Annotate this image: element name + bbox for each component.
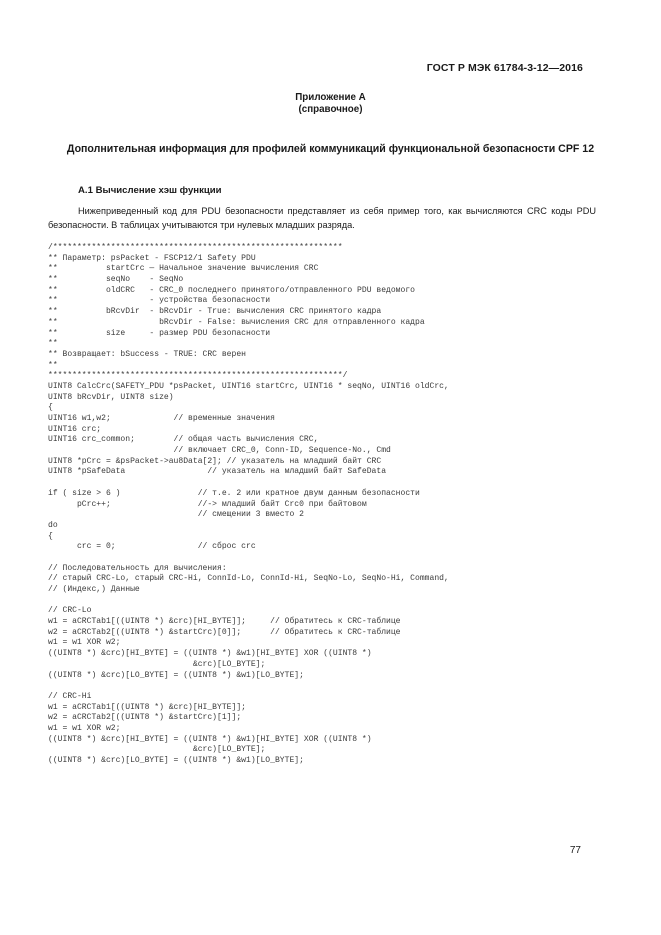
code-line — [48, 596, 449, 607]
annex-title: Приложение А — [295, 92, 366, 103]
page-number: 77 — [569, 845, 581, 856]
code-line: // смещении 3 вместо 2 — [48, 510, 304, 520]
code-line: // Последовательность для вычисления: — [48, 563, 227, 573]
code-line: ** oldCRC - CRC_0 последнего принятого/отправленного PDU ведомого — [48, 285, 415, 295]
code-line: ** bRcvDir - False: вычисления CRC для отправленного кадра — [48, 317, 425, 327]
code-line: w2 = aCRCTab2[((UINT8 *) &startCrc)[1]]; — [48, 713, 242, 723]
code-line: ** startCrc — Начальное значение вычисления CRC — [48, 264, 319, 274]
code-line: ** bRcvDir - bRcvDir - True: вычисления CRC принятого кадра — [48, 307, 382, 317]
code-line: ((UINT8 *) &crc)[LO_BYTE] = ((UINT8 *) &w1)[LO_BYTE]; — [48, 756, 304, 765]
code-line: ((UINT8 *) &crc)[LO_BYTE] = ((UINT8 *) &w1)[LO_BYTE]; — [48, 670, 304, 680]
code-line: pCrc++; //-> младший байт Crc0 при байтовом — [48, 499, 367, 509]
code-line: UINT8 *pSafeData // указатель на младший байт SafeData — [48, 467, 387, 477]
code-line: w1 = w1 XOR w2; — [48, 723, 121, 733]
code-line: // (Индекс,) Данные — [48, 585, 140, 594]
code-line: if ( size > 6 ) // т.е. 2 или кратное двум данным безопасности — [48, 488, 420, 498]
code-line: UINT16 w1,w2; // временные значения — [48, 414, 275, 423]
code-line: // CRC-Hi — [48, 691, 92, 701]
code-line: ((UINT8 *) &crc)[HI_BYTE] = ((UINT8 *) &w1)[HI_BYTE] XOR ((UINT8 *) — [48, 649, 372, 659]
standard-code: ГОСТ Р МЭК 61784-3-12—2016 — [426, 62, 583, 74]
code-line: ** — [48, 339, 58, 349]
code-line: UINT8 bRcvDir, UINT8 size) — [48, 392, 174, 402]
code-line: /************************************************************ — [48, 243, 343, 252]
code-line: &crc)[LO_BYTE]; — [48, 659, 266, 669]
code-line: { — [48, 403, 53, 413]
code-line — [48, 553, 449, 564]
code-line: w1 = w1 XOR w2; — [48, 638, 121, 648]
code-line: w1 = aCRCTab1[((UINT8 *) &crc)[HI_BYTE]]; // Обратитесь к CRC-таблице — [48, 617, 401, 627]
section-heading: А.1 Вычисление хэш функции — [78, 185, 222, 196]
code-line: ** Возвращает: bSuccess - TRUE: CRC верен — [48, 349, 246, 359]
code-line: // старый CRC-Lo, старый CRC-Hi, ConnId-Lo, ConnId-Hi, SeqNo-Lo, SeqNo-Hi, Command, — [48, 574, 449, 584]
code-line: ** seqNo - SeqNo — [48, 275, 184, 285]
code-line: ((UINT8 *) &crc)[HI_BYTE] = ((UINT8 *) &w1)[HI_BYTE] XOR ((UINT8 *) — [48, 734, 372, 744]
code-line: w2 = aCRCTab2[((UINT8 *) &startCrc)[0]]; // Обратитесь к CRC-таблице — [48, 627, 401, 637]
code-line: ** — [48, 360, 58, 370]
annex-subtitle: (справочное) — [298, 104, 363, 115]
code-line: &crc)[LO_BYTE]; — [48, 745, 266, 755]
code-line — [48, 681, 449, 692]
annex-heading — [0, 92, 661, 116]
code-line: UINT8 CalcCrc(SAFETY_PDU *psPacket, UINT16 startCrc, UINT16 * seqNo, UINT16 oldCrc, — [48, 381, 449, 391]
code-line: ** size - размер PDU безопасности — [48, 328, 271, 338]
code-line: UINT8 *pCrc = &psPacket->au8Data[2]; // указатель на младший байт CRC — [48, 456, 382, 466]
code-line — [48, 478, 449, 489]
code-line: ** Параметр: psPacket - FSCP12/1 Safety PDU — [48, 253, 256, 263]
main-title: Дополнительная информация для профилей коммуникаций функциональной безопасности CPF 12 — [66, 143, 595, 155]
code-line: // CRC-Lo — [48, 606, 92, 616]
code-line: ** - устройства безопасности — [48, 296, 271, 306]
code-listing — [48, 243, 449, 767]
code-line: // включает CRC_0, Conn-ID, Sequence-No., Cmd — [48, 446, 391, 456]
code-line: w1 = aCRCTab1[((UINT8 *) &crc)[HI_BYTE]]; — [48, 702, 246, 712]
code-line: do — [48, 520, 58, 530]
intro-paragraph: Нижеприведенный код для PDU безопасности представляет из себя пример того, как вычисляются CRC коды PDU безопасности. В таблицах учитываются три нулевых младших разряда. — [48, 206, 596, 230]
code-line: crc = 0; // сброс crc — [48, 542, 256, 552]
code-line: *************************************************************/ — [48, 371, 348, 381]
code-line: UINT16 crc; — [48, 424, 102, 434]
code-line: { — [48, 531, 53, 541]
code-line: UINT16 crc_common; // общая часть вычисления CRC, — [48, 435, 319, 445]
